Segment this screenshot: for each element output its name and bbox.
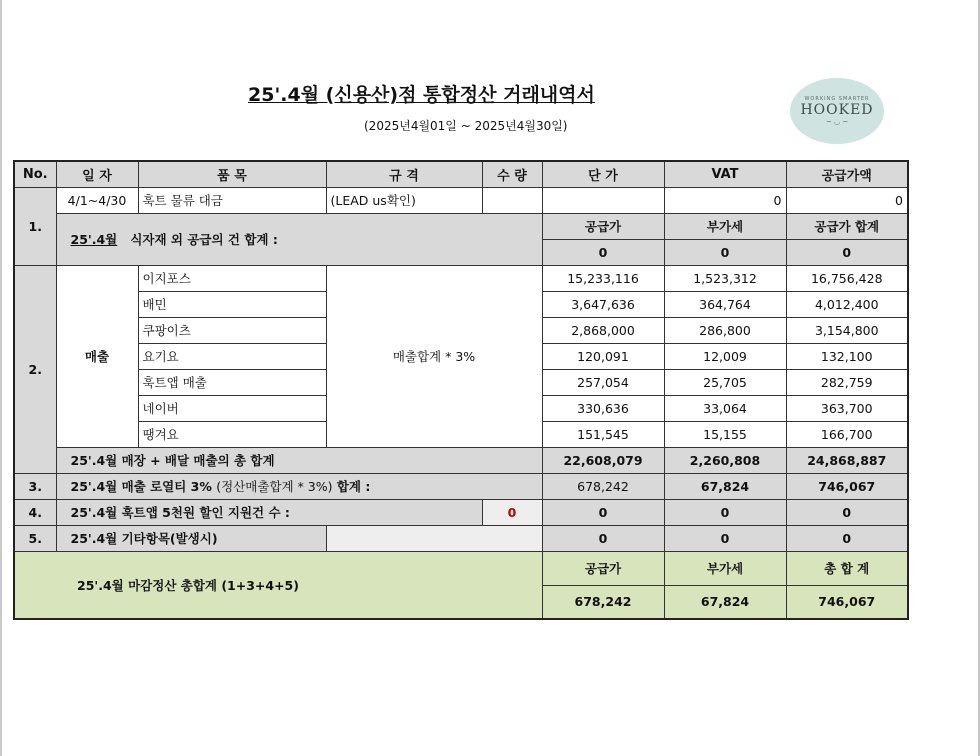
section5-input: [326, 525, 542, 551]
section2-item-5: 네이버: [138, 395, 326, 421]
header-vat: VAT: [664, 161, 786, 187]
section2-vat-4: 25,705: [664, 369, 786, 395]
final-header-row: [14, 551, 908, 585]
section3-label: [56, 473, 542, 499]
section1-subheader-vat: 부가세: [664, 213, 786, 239]
section1-supply: 0: [786, 187, 908, 213]
section2-supply-0: 15,233,116: [542, 265, 664, 291]
section2-item-1: 배민: [138, 291, 326, 317]
section3-row: [14, 473, 908, 499]
section4-label: 25'.4월 훅트앱 5천원 할인 지원건 수 :: [56, 499, 482, 525]
final-subheader-supply: 공급가: [542, 551, 664, 585]
logo-top-text: WORKING SMARTER: [804, 96, 870, 102]
section2-item-2: 쿠팡이츠: [138, 317, 326, 343]
header-row: [14, 161, 908, 187]
section2-item-0: 이지포스: [138, 265, 326, 291]
section1-row: [14, 187, 908, 213]
section2-vat-3: 12,009: [664, 343, 786, 369]
header-qty: 수 량: [482, 161, 542, 187]
section3-label-main: 25'.4월 매출 로열티 3%: [70, 479, 212, 494]
section2-vat-6: 15,155: [664, 421, 786, 447]
section1-summary-label: [56, 213, 542, 265]
section2-total-row: [14, 447, 908, 473]
header-no: No.: [14, 161, 56, 187]
section2-no: 2.: [14, 265, 56, 473]
section2-supply-4: 257,054: [542, 369, 664, 395]
section2-group: 매출: [56, 265, 138, 447]
final-subheader-total: 총 합 계: [786, 551, 908, 585]
section1-no: 1.: [14, 187, 56, 265]
section3-no: 3.: [14, 473, 56, 499]
logo-bottom-text: ~ ◡ ~: [825, 118, 849, 126]
section1-spec: (LEAD us확인): [326, 187, 482, 213]
section1-value-supply: 0: [542, 239, 664, 265]
header-supply-amount: 공급가액: [786, 161, 908, 187]
section2-vat-1: 364,764: [664, 291, 786, 317]
section1-unit: [542, 187, 664, 213]
section2-total-6: 166,700: [786, 421, 908, 447]
section2-total-5: 363,700: [786, 395, 908, 421]
section1-value-total: 0: [786, 239, 908, 265]
logo-word: HOOKED: [800, 102, 874, 118]
section2-supply-3: 120,091: [542, 343, 664, 369]
section2-item-3: 요기요: [138, 343, 326, 369]
section1-date: 4/1~4/30: [56, 187, 138, 213]
section2-total-0: 16,756,428: [786, 265, 908, 291]
section2-supply-2: 2,868,000: [542, 317, 664, 343]
section3-label-end: 합계 :: [336, 479, 371, 494]
section1-summary-header-row: [14, 213, 908, 239]
section5-no: 5.: [14, 525, 56, 551]
section2-supply-6: 151,545: [542, 421, 664, 447]
final-subheader-vat: 부가세: [664, 551, 786, 585]
header-unit-price: 단 가: [542, 161, 664, 187]
section2-item-6: 땡겨요: [138, 421, 326, 447]
section2-spec: 매출합계 * 3%: [326, 265, 542, 447]
section3-total: 746,067: [786, 473, 908, 499]
section4-count: 0: [482, 499, 542, 525]
section5-total: 0: [786, 525, 908, 551]
final-supply: 678,242: [542, 585, 664, 619]
final-label: 25'.4월 마감정산 총합계 (1+3+4+5): [14, 551, 542, 619]
section4-total: 0: [786, 499, 908, 525]
section2-total-vat: 2,260,808: [664, 447, 786, 473]
section2-supply-1: 3,647,636: [542, 291, 664, 317]
section1-item: 훅트 물류 대금: [138, 187, 326, 213]
section2-row-0: [14, 265, 908, 291]
settlement-table: [13, 160, 909, 620]
section2-total-supply: 22,608,079: [542, 447, 664, 473]
section4-supply: 0: [542, 499, 664, 525]
section3-supply: 678,242: [542, 473, 664, 499]
document-period: (2025년4월01일 ~ 2025년4월30일): [364, 119, 568, 133]
section2-vat-0: 1,523,312: [664, 265, 786, 291]
section2-total-total: 24,868,887: [786, 447, 908, 473]
section1-qty: [482, 187, 542, 213]
section1-subheader-total: 공급가 합계: [786, 213, 908, 239]
section2-supply-5: 330,636: [542, 395, 664, 421]
section2-vat-2: 286,800: [664, 317, 786, 343]
header-date: 일 자: [56, 161, 138, 187]
section3-label-note: (정산매출합계 * 3%): [216, 479, 333, 494]
section4-no: 4.: [14, 499, 56, 525]
section5-vat: 0: [664, 525, 786, 551]
section2-item-4: 훅트앱 매출: [138, 369, 326, 395]
section1-vat: 0: [664, 187, 786, 213]
section5-supply: 0: [542, 525, 664, 551]
section1-subheader-supply: 공급가: [542, 213, 664, 239]
section4-vat: 0: [664, 499, 786, 525]
section2-total-label: 25'.4월 매장 + 배달 매출의 총 합계: [56, 447, 542, 473]
header-spec: 규 격: [326, 161, 482, 187]
section1-summary-text: 식자재 외 공급의 건 합계 :: [130, 232, 278, 247]
section2-total-2: 3,154,800: [786, 317, 908, 343]
section2-total-4: 282,759: [786, 369, 908, 395]
final-vat: 67,824: [664, 585, 786, 619]
section2-total-3: 132,100: [786, 343, 908, 369]
section2-total-1: 4,012,400: [786, 291, 908, 317]
section1-summary-month: 25'.4월: [70, 232, 118, 247]
section2-vat-5: 33,064: [664, 395, 786, 421]
section3-vat: 67,824: [664, 473, 786, 499]
section1-value-vat: 0: [664, 239, 786, 265]
section5-label: 25'.4월 기타항목(발생시): [56, 525, 326, 551]
header-item: 품 목: [138, 161, 326, 187]
page-edge-left: [0, 0, 2, 756]
section5-row: [14, 525, 908, 551]
final-total: 746,067: [786, 585, 908, 619]
hooked-logo: [790, 78, 884, 144]
document-title: 25'.4월 (신용산)점 통합정산 거래내역서: [248, 84, 595, 106]
section4-row: [14, 499, 908, 525]
